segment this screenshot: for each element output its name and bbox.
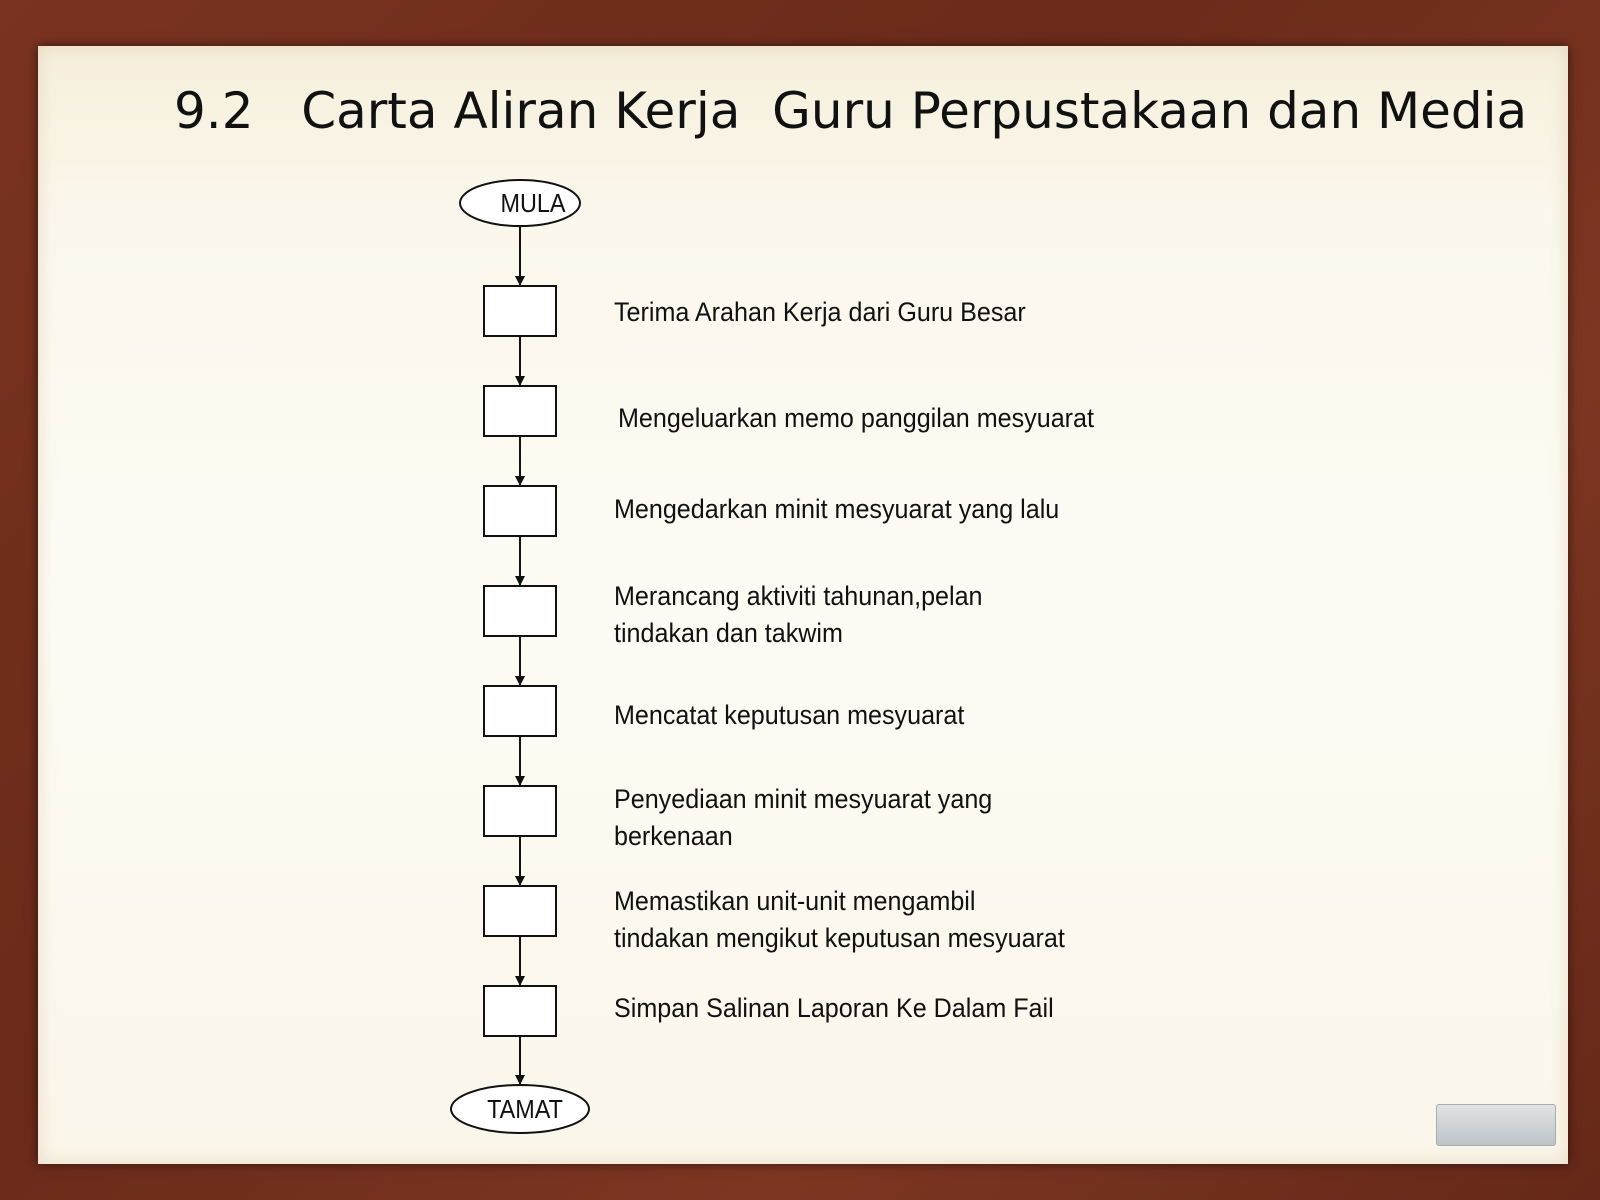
step-label: Mengeluarkan memo panggilan mesyuarat xyxy=(618,403,1094,433)
process-box xyxy=(484,486,556,536)
step-label: Simpan Salinan Laporan Ke Dalam Fail xyxy=(614,993,1054,1023)
process-box xyxy=(484,286,556,336)
watermark-logo xyxy=(1436,1104,1556,1146)
page-title: 9.2 Carta Aliran Kerja Guru Perpustakaan dan Media xyxy=(174,82,1528,140)
step-label: Mencatat keputusan mesyuarat xyxy=(614,700,965,730)
end-label: TAMAT xyxy=(487,1095,563,1125)
process-box xyxy=(484,586,556,636)
start-label: MULA xyxy=(500,189,566,219)
process-box xyxy=(484,786,556,836)
step-label: Merancang aktiviti tahunan,pelan tindakan dan takwim xyxy=(614,581,983,648)
process-box xyxy=(484,886,556,936)
process-box xyxy=(484,686,556,736)
process-box xyxy=(484,386,556,436)
step-label: Penyediaan minit mesyuarat yang berkenaan xyxy=(614,784,993,851)
step-label: Memastikan unit-unit mengambil tindakan mengikut keputusan mesyuarat xyxy=(614,886,1065,953)
step-label: Mengedarkan minit mesyuarat yang lalu xyxy=(614,494,1060,524)
step-label: Terima Arahan Kerja dari Guru Besar xyxy=(614,297,1026,327)
process-box xyxy=(484,986,556,1036)
